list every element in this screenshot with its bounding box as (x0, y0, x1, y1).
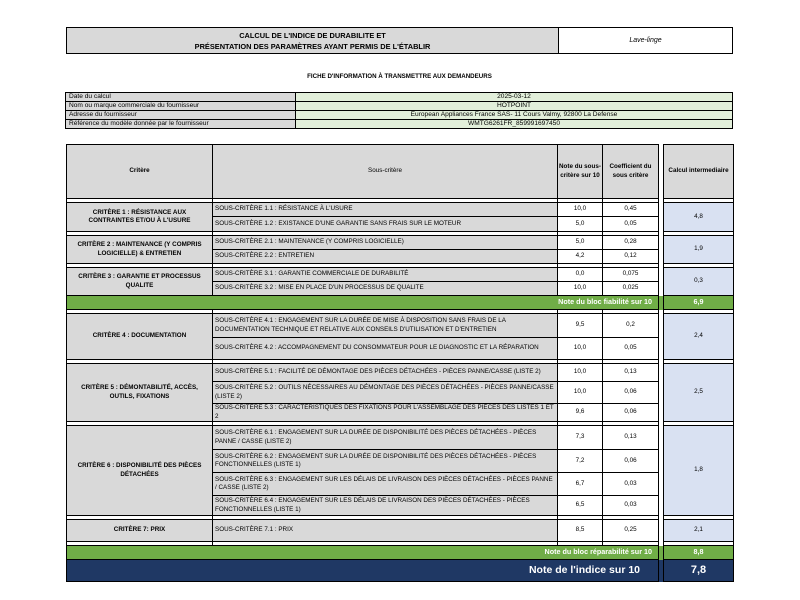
sub-criterion-note: 6,5 (558, 496, 603, 516)
info-label: Référence du modèle donnée par le fournisseur (66, 120, 296, 129)
sub-criterion-coefficient: 0,06 (603, 404, 659, 422)
sub-criterion-label: SOUS-CRITÈRE 6.1 : ENGAGEMENT SUR LA DURÉE DE DISPONIBILITÉ DES PIÈCES DÉTACHÉES - PIÈCES PANNE / CASSE (LISTE 2) (213, 426, 558, 450)
info-label: Date du calcul (66, 93, 296, 102)
column-separator (659, 382, 664, 404)
title-line-1: CALCUL DE L'INDICE DE DURABILITE ET (239, 31, 386, 40)
total-value: 6,9 (664, 296, 734, 310)
sub-criterion-coefficient: 0,05 (603, 217, 659, 232)
total-label: Note du bloc fiabilité sur 10 (67, 296, 659, 310)
sub-criterion-coefficient: 0,06 (603, 450, 659, 473)
sub-criterion-label: SOUS-CRITÈRE 5.2 : OUTILS NÉCESSAIRES AU DÉMONTAGE DES PIÈCES DÉTACHÉES - PIÈCES PANNE/CASSE (LISTE 2) (213, 382, 558, 404)
table-header-row (67, 145, 734, 199)
sub-criterion-label: SOUS-CRITÈRE 5.3 : CARACTÉRISTIQUES DES FIXATIONS POUR L'ASSEMBLAGE DES PIÈCES DES LISTES 1 ET 2 (213, 404, 558, 422)
sub-criterion-coefficient: 0,2 (603, 314, 659, 338)
sub-criterion-note: 10,0 (558, 282, 603, 296)
sub-criterion-label: SOUS-CRITÈRE 6.4 : ENGAGEMENT SUR LES DÉLAIS DE LIVRAISON DES PIÈCES DÉTACHÉES - PIÈCES FONCTIONNELLES (LISTE 1) (213, 496, 558, 516)
document-subtitle: FICHE D'INFORMATION À TRANSMETTRE AUX DEMANDEURS (307, 73, 492, 80)
sub-criterion-coefficient: 0,075 (603, 268, 659, 282)
table-row (67, 520, 734, 542)
sub-criterion-note: 10,0 (558, 382, 603, 404)
table-row (67, 203, 734, 217)
sub-criterion-note: 8,5 (558, 520, 603, 542)
header-coefficient: Coefficient du sous critère (603, 145, 659, 199)
criterion-name: CRITÈRE 3 : GARANTIE ET PROCESSUS QUALITE (67, 268, 213, 296)
sub-criterion-label: SOUS-CRITÈRE 2.1 : MAINTENANCE (Y COMPRIS LOGICIELLE) (213, 236, 558, 250)
sub-criterion-note: 9,6 (558, 404, 603, 422)
total-value: 7,8 (664, 560, 734, 582)
sub-criterion-label: SOUS-CRITÈRE 5.1 : FACILITÉ DE DÉMONTAGE DES PIÈCES DÉTACHÉES - PIÈCES PANNE/CASSE (LISTE 2) (213, 364, 558, 382)
block-total-row (67, 546, 734, 560)
sub-criterion-label: SOUS-CRITÈRE 3.1 : GARANTIE COMMERCIALE DE DURABILITÉ (213, 268, 558, 282)
criterion-name: CRITÈRE 2 : MAINTENANCE (Y COMPRIS LOGICIELLE) & ENTRETIEN (67, 236, 213, 264)
header-sous-critere: Sous-critère (213, 145, 558, 199)
criterion-name: CRITÈRE 1 : RÉSISTANCE AUX CONTRAINTES ET/OU À L'USURE (67, 203, 213, 232)
sub-criterion-note: 10,0 (558, 364, 603, 382)
sub-criterion-coefficient: 0,28 (603, 236, 659, 250)
sub-criterion-note: 6,7 (558, 473, 603, 496)
durability-index-table (66, 144, 734, 582)
sub-criterion-coefficient: 0,03 (603, 473, 659, 496)
criterion-calcul: 2,1 (664, 520, 734, 542)
criterion-calcul: 1,9 (664, 236, 734, 264)
total-label: Note de l'indice sur 10 (67, 560, 659, 582)
sub-criterion-label: SOUS-CRITÈRE 2.2 : ENTRETIEN (213, 250, 558, 264)
info-label: Nom ou marque commerciale du fournisseur (66, 102, 296, 111)
table-row (67, 236, 734, 250)
sub-criterion-note: 9,5 (558, 314, 603, 338)
sub-criterion-coefficient: 0,13 (603, 364, 659, 382)
criterion-name: CRITÈRE 4 : DOCUMENTATION (67, 314, 213, 360)
sub-criterion-label: SOUS-CRITÈRE 1.2 : EXISTANCE D'UNE GARANTIE SANS FRAIS SUR LE MOTEUR (213, 217, 558, 232)
product-type: Lave-linge (559, 28, 732, 53)
info-row (66, 111, 733, 120)
sub-criterion-label: SOUS-CRITÈRE 6.2 : ENGAGEMENT SUR LA DURÉE DE DISPONIBILITÉ DES PIÈCES DÉTACHÉES - PIÈCES FONCTIONNELLES (LISTE 1) (213, 450, 558, 473)
criterion-name: CRITÈRE 6 : DISPONIBILITÉ DES PIÈCES DÉTACHÉES (67, 426, 213, 516)
criterion-calcul: 2,4 (664, 314, 734, 360)
table-row (67, 426, 734, 450)
table-row (67, 268, 734, 282)
sub-criterion-label: SOUS-CRITÈRE 1.1 : RÉSISTANCE À L'USURE (213, 203, 558, 217)
info-value: 2025-03-12 (296, 93, 733, 102)
sub-criterion-note: 0,0 (558, 268, 603, 282)
title-line-2: PRÉSENTATION DES PARAMÈTRES AYANT PERMIS DE L'ÉTABLIR (194, 42, 431, 51)
total-value: 8,8 (664, 546, 734, 560)
info-row (66, 93, 733, 102)
info-row (66, 102, 733, 111)
sub-criterion-label: SOUS-CRITÈRE 4.1 : ENGAGEMENT SUR LA DURÉE DE MISE À DISPOSITION SANS FRAIS DE LA DOCUMENTATION TECHNIQUE ET RELATIVE AUX CONSEILS D'UTILISATION ET D'ENTRETIEN (213, 314, 558, 338)
sub-criterion-label: SOUS-CRITÈRE 4.2 : ACCOMPAGNEMENT DU CONSOMMATEUR POUR LE DIAGNOSTIC ET LA RÉPARATION (213, 338, 558, 360)
sub-criterion-note: 7,2 (558, 450, 603, 473)
info-value: European Appliances France SAS- 11 Cours Valmy, 92800 La Defense (296, 111, 733, 120)
column-separator (659, 450, 664, 473)
column-separator (659, 338, 664, 360)
sub-criterion-label: SOUS-CRITÈRE 7.1 : PRIX (213, 520, 558, 542)
header-note: Note du sous-critère sur 10 (558, 145, 603, 199)
criterion-name: CRITÈRE 5 : DÉMONTABILITÉ, ACCÈS, OUTILS, FIXATIONS (67, 364, 213, 422)
block-total-row (67, 296, 734, 310)
criterion-calcul: 0,3 (664, 268, 734, 296)
sub-criterion-coefficient: 0,025 (603, 282, 659, 296)
sub-criterion-note: 7,3 (558, 426, 603, 450)
sub-criterion-note: 4,2 (558, 250, 603, 264)
sub-criterion-label: SOUS-CRITÈRE 3.2 : MISE EN PLACE D'UN PROCESSUS DE QUALITE (213, 282, 558, 296)
supplier-info-table (65, 92, 733, 129)
criterion-name: CRITÈRE 7: PRIX (67, 520, 213, 542)
criterion-calcul: 4,8 (664, 203, 734, 232)
sub-criterion-coefficient: 0,45 (603, 203, 659, 217)
info-row (66, 120, 733, 129)
header-calcul: Calcul intermediaire (664, 145, 734, 199)
column-separator (659, 282, 664, 296)
sub-criterion-coefficient: 0,25 (603, 520, 659, 542)
sub-criterion-label: SOUS-CRITÈRE 6.3 : ENGAGEMENT SUR LES DÉLAIS DE LIVRAISON DES PIÈCES DÉTACHÉES - PIÈCES PANNE / CASSE (LISTE 2) (213, 473, 558, 496)
sub-criterion-coefficient: 0,05 (603, 338, 659, 360)
criterion-calcul: 1,8 (664, 426, 734, 516)
criterion-calcul: 2,5 (664, 364, 734, 422)
header-critere: Critère (67, 145, 213, 199)
table-row (67, 314, 734, 338)
sub-criterion-note: 5,0 (558, 236, 603, 250)
sub-criterion-coefficient: 0,03 (603, 496, 659, 516)
total-label: Note du bloc réparabilité sur 10 (67, 546, 659, 560)
sub-criterion-note: 10,0 (558, 338, 603, 360)
sub-criterion-note: 10,0 (558, 203, 603, 217)
sub-criterion-note: 5,0 (558, 217, 603, 232)
column-separator (659, 473, 664, 496)
sub-criterion-coefficient: 0,06 (603, 382, 659, 404)
column-separator (659, 496, 664, 516)
column-separator (659, 217, 664, 232)
column-separator (659, 250, 664, 264)
info-value: HOTPOINT (296, 102, 733, 111)
document-header (66, 27, 733, 54)
table-row (67, 364, 734, 382)
document-title (67, 28, 559, 53)
sub-criterion-coefficient: 0,12 (603, 250, 659, 264)
info-value: WMTG6261FR_859991697450 (296, 120, 733, 129)
sub-criterion-coefficient: 0,13 (603, 426, 659, 450)
column-separator (659, 404, 664, 422)
info-label: Adresse du fournisseur (66, 111, 296, 120)
index-total-row (67, 560, 734, 582)
